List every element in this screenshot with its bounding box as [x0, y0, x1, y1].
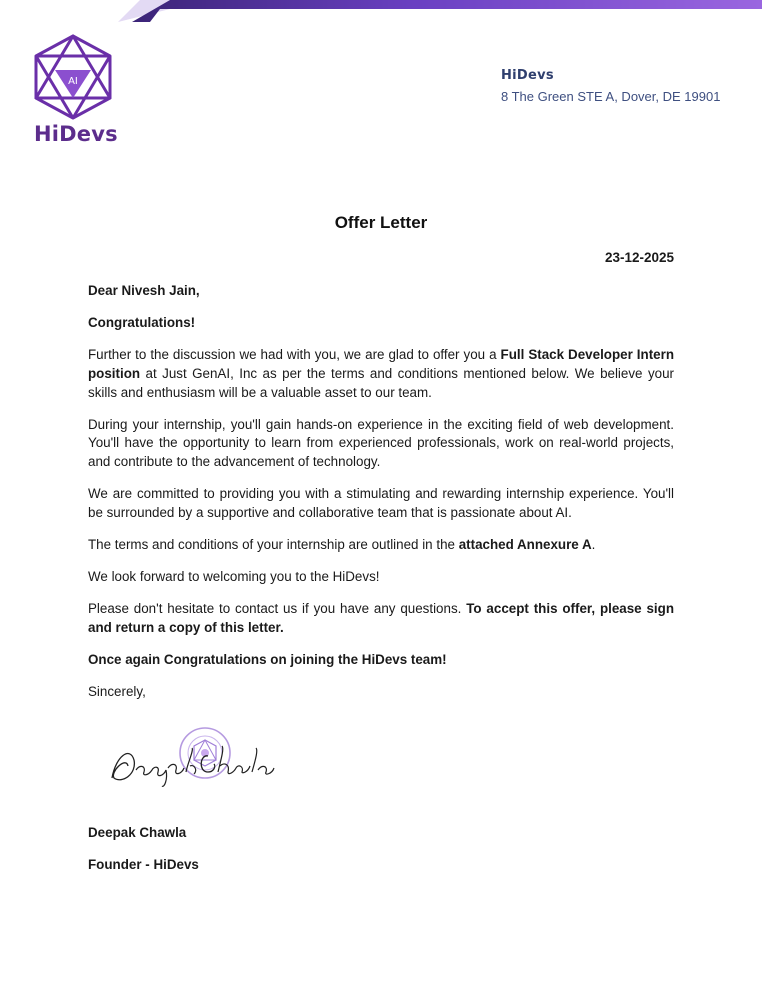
- letter-date: 23-12-2025: [604, 250, 674, 265]
- paragraph-welcome: We look forward to welcoming you to the HiDevs!: [88, 568, 380, 584]
- paragraph-terms: [88, 536, 674, 555]
- closing: Sincerely,: [88, 683, 146, 699]
- signature-with-seal: [104, 726, 279, 792]
- company-logo: [30, 32, 116, 152]
- congratulations-line: Congratulations!: [88, 314, 196, 330]
- terms-text-1: The terms and conditions of your internship are outlined in the: [88, 537, 459, 553]
- company-address: 8 The Green STE A, Dover, DE 19901: [501, 89, 721, 104]
- accept-instructions: To accept this offer, please sign and return a copy of this letter.: [88, 600, 675, 635]
- company-info: [501, 68, 720, 104]
- annexure-reference: attached Annexure A: [458, 537, 592, 553]
- terms-text-2: .: [591, 537, 596, 553]
- paragraph-experience: During your internship, you'll gain hands-on experience in the exciting field of web development. You'll have the opportunity to learn from experienced professionals, work on real-world projects, and contribute to the advancement of technology.: [88, 416, 674, 470]
- paragraph-offer: [88, 346, 674, 403]
- offer-text-1: Further to the discussion we had with you, we are glad to offer you a: [88, 346, 501, 362]
- paragraph-commitment: We are committed to providing you with a stimulating and rewarding internship experience. You'll be surrounded by a supportive and collaborative team that is passionate about AI.: [88, 486, 674, 521]
- paragraph-contact: [88, 600, 674, 638]
- hidevs-logo-icon: [30, 32, 116, 122]
- offer-position: Full Stack Developer Intern position: [88, 346, 674, 381]
- company-name: HiDevs: [501, 68, 554, 83]
- letter-title: Offer Letter: [334, 213, 428, 232]
- salutation: Dear Nivesh Jain,: [88, 283, 200, 298]
- logo-badge-text: AI: [68, 76, 78, 87]
- contact-text: Please don't hesitate to contact us if you have any questions.: [88, 600, 467, 616]
- offer-text-2: at Just GenAI, Inc as per the terms and conditions mentioned below. We believe your skills and enthusiasm will be a valuable asset to our team.: [88, 365, 674, 400]
- signatory-name: Deepak Chawla: [88, 825, 187, 840]
- letter-body: [88, 282, 674, 702]
- signatory-title: Founder - HiDevs: [88, 857, 199, 872]
- paragraph-congrats-again: Once again Congratulations on joining the HiDevs team!: [88, 651, 447, 667]
- header-decorative-band: [0, 0, 762, 24]
- logo-wordmark: HiDevs: [34, 122, 118, 146]
